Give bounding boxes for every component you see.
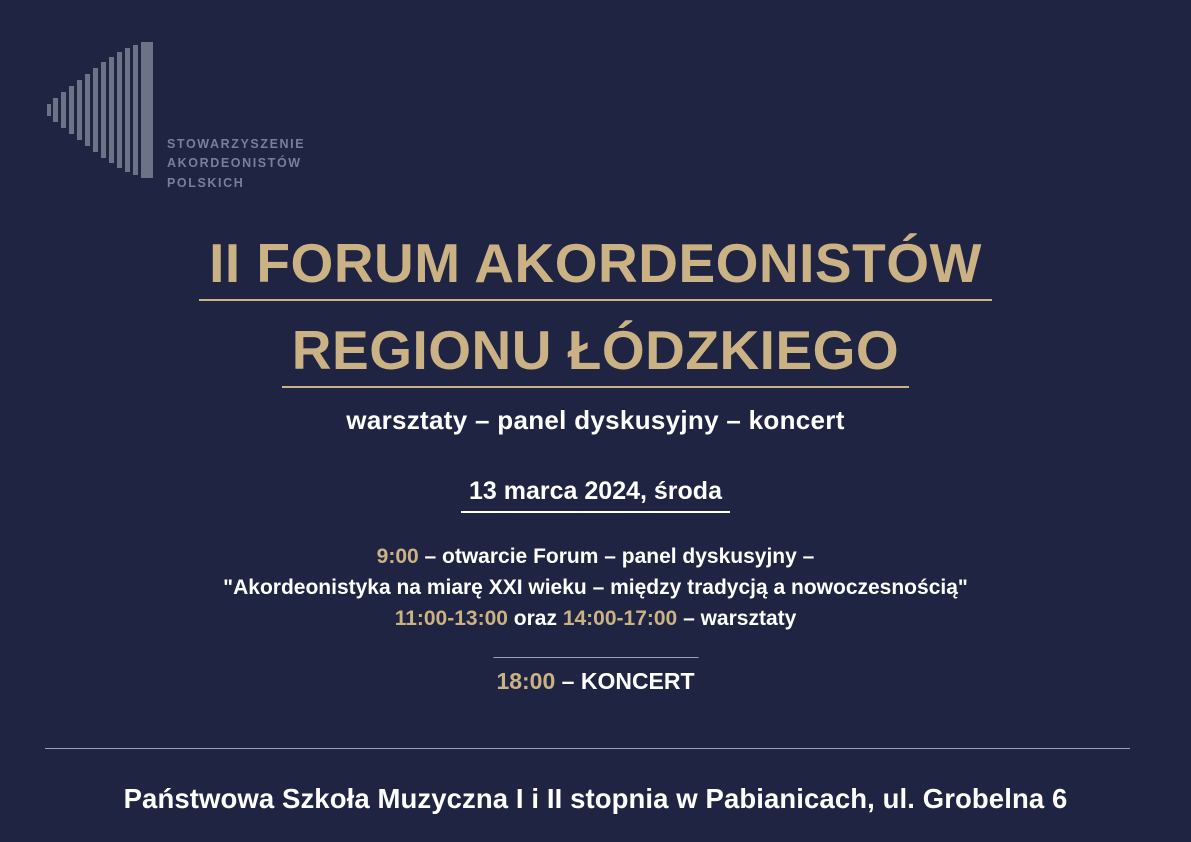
concert-label: – KONCERT [555, 668, 695, 694]
org-line-1: STOWARZYSZENIE [167, 137, 306, 151]
concert-line [0, 668, 1191, 695]
accordion-bellows-logo-icon [45, 40, 155, 180]
concert-time: 18:00 [496, 668, 556, 694]
org-line-3: POLSKICH [167, 175, 245, 190]
schedule-list [0, 542, 1191, 635]
schedule-item-2-text: "Akordeonistyka na miarę XXI wieku – między tradycją a nowoczesnością" [223, 575, 968, 599]
schedule-item-3-time: 11:00-13:00 [394, 606, 508, 630]
org-line-2: AKORDEONISTÓW [167, 156, 302, 171]
schedule-item-1 [0, 542, 1191, 573]
page-title [0, 232, 1191, 388]
schedule-item-1-text: otwarcie Forum – panel dyskusyjny – [442, 545, 815, 568]
subtitle: warsztaty – panel dyskusyjny – koncert [346, 405, 845, 435]
schedule-item-3-time2: 14:00-17:00 [562, 606, 678, 630]
title-line-2: REGIONU ŁÓDZKIEGO [282, 319, 909, 388]
logo-block [45, 40, 305, 193]
divider-short [493, 657, 698, 658]
schedule-item-3 [0, 604, 1191, 635]
schedule-item-3-sep: oraz [507, 606, 563, 630]
schedule-item-3-text: – warsztaty [677, 606, 797, 630]
event-date-text: 13 marca 2024, środa [461, 477, 730, 513]
schedule-item-2 [0, 573, 1191, 604]
title-line-1: II FORUM AKORDEONISTÓW [199, 232, 992, 301]
venue-address: Państwowa Szkoła Muzyczna I i II stopnia w Pabianicach, ul. Grobelna 6 [123, 783, 1068, 814]
organization-name [167, 135, 305, 193]
event-date [0, 477, 1191, 513]
schedule-item-1-sep: – [418, 545, 443, 568]
divider-long [45, 748, 1130, 749]
schedule-item-1-time: 9:00 [376, 545, 419, 568]
